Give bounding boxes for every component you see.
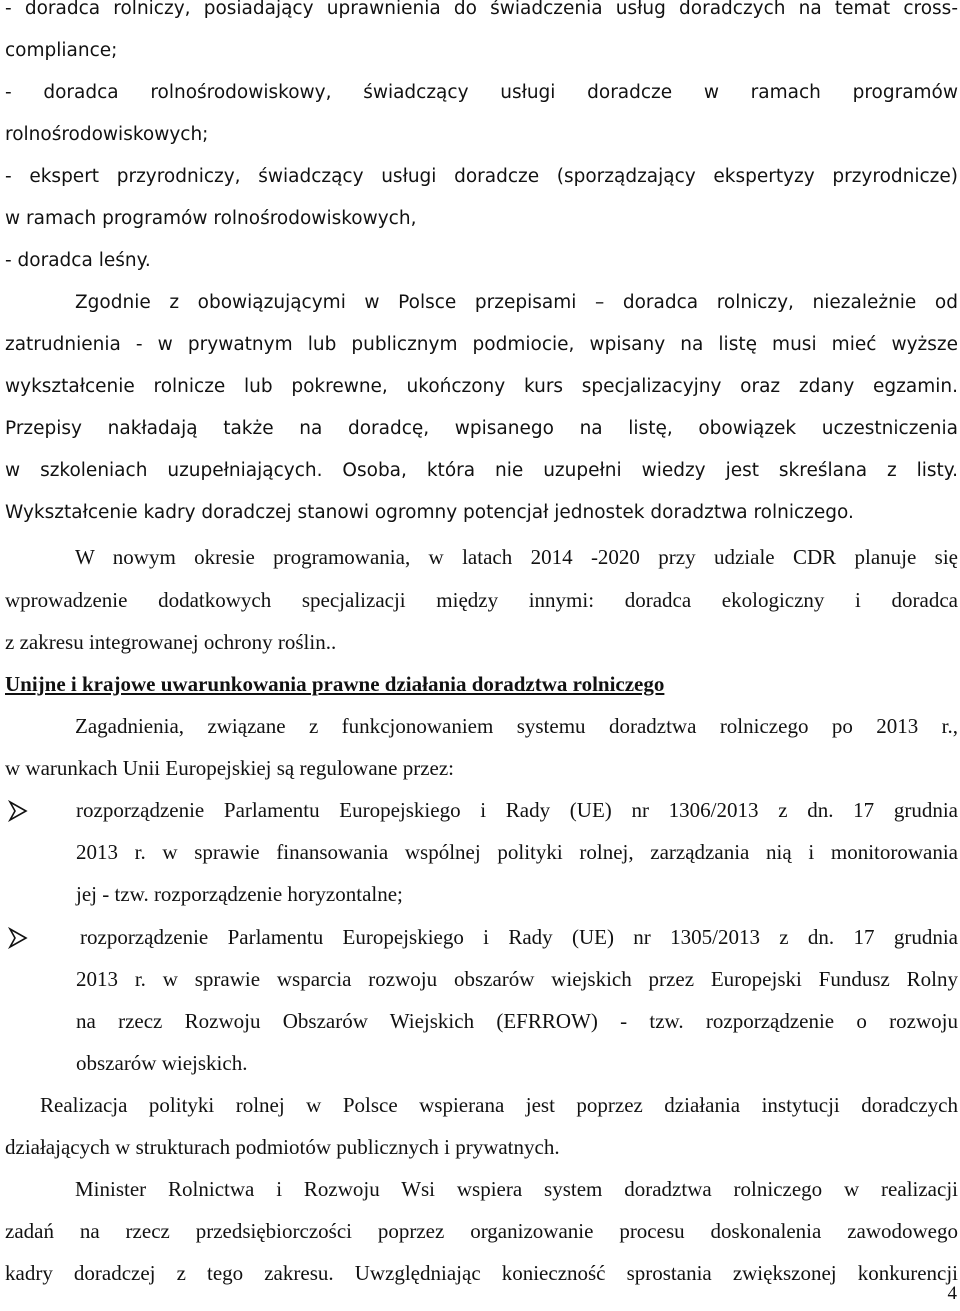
- text-line: w ramach programów rolnośrodowiskowych,: [5, 208, 417, 229]
- text-line: z zakresu integrowanej ochrony roślin..: [5, 630, 337, 654]
- text-line: Wykształcenie kadry doradczej stanowi ogromny potencjał jednostek doradztwa rolniczego.: [5, 502, 854, 523]
- text-line: W nowym okresie programowania, w latach 2014 -2020 przy udziale CDR planuje się: [75, 545, 958, 569]
- list-item-line: obszarów wiejskich.: [76, 1051, 248, 1075]
- page-number: 4: [947, 1283, 957, 1304]
- list-item-line: 2013 r. w sprawie wsparcia rozwoju obszarów wiejskich przez Europejski Fundusz Rolny: [76, 967, 958, 991]
- list-item-line: 2013 r. w sprawie finansowania wspólnej polityki rolnej, zarządzania nią i monitorowania: [76, 840, 958, 864]
- list-item-line: jej - tzw. rozporządzenie horyzontalne;: [76, 882, 403, 906]
- text-line: wykształcenie rolnicze lub pokrewne, ukończony kurs specjalizacyjny oraz zdany egzamin.: [5, 376, 958, 397]
- text-line: compliance;: [5, 40, 118, 61]
- text-line: Realizacja polityki rolnej w Polsce wspierana jest poprzez działania instytucji doradczych: [40, 1093, 958, 1117]
- text-line: Zgodnie z obowiązującymi w Polsce przepisami – doradca rolniczy, niezależnie od: [75, 292, 958, 313]
- arrowhead-bullet-icon: [8, 927, 28, 949]
- text-line: działających w strukturach podmiotów publicznych i prywatnych.: [5, 1135, 560, 1159]
- list-item-line: rozporządzenie Parlamentu Europejskiego i Rady (UE) nr 1305/2013 z dn. 17 grudnia: [80, 925, 958, 949]
- text-line: w szkoleniach uzupełniających. Osoba, która nie uzupełni wiedzy jest skreślana z listy.: [5, 460, 958, 481]
- text-line: - doradca rolnośrodowiskowy, świadczący usługi doradcze w ramach programów: [5, 82, 958, 103]
- text-line: - doradca rolniczy, posiadający uprawnienia do świadczenia usług doradczych na temat cross-: [5, 0, 958, 19]
- text-line: rolnośrodowiskowych;: [5, 124, 209, 145]
- text-line: - doradca leśny.: [5, 250, 151, 271]
- arrowhead-bullet-icon: [8, 800, 28, 822]
- text-line: kadry doradczej z tego zakresu. Uwzględniając konieczność sprostania zwiększonej konkurencji: [5, 1261, 958, 1285]
- list-item-line: rozporządzenie Parlamentu Europejskiego i Rady (UE) nr 1306/2013 z dn. 17 grudnia: [76, 798, 958, 822]
- text-line: wprowadzenie dodatkowych specjalizacji między innymi: doradca ekologiczny i doradca: [5, 588, 958, 612]
- text-line: zatrudnienia - w prywatnym lub publicznym podmiocie, wpisany na listę musi mieć wyższe: [5, 334, 958, 355]
- text-line: Zagadnienia, związane z funkcjonowaniem systemu doradztwa rolniczego po 2013 r.,: [75, 714, 958, 738]
- text-line: Minister Rolnictwa i Rozwoju Wsi wspiera system doradztwa rolniczego w realizacji: [75, 1177, 958, 1201]
- list-item-line: na rzecz Rozwoju Obszarów Wiejskich (EFRROW) - tzw. rozporządzenie o rozwoju: [76, 1009, 958, 1033]
- section-heading: Unijne i krajowe uwarunkowania prawne działania doradztwa rolniczego: [5, 672, 665, 696]
- text-line: zadań na rzecz przedsiębiorczości poprzez organizowanie procesu doskonalenia zawodowego: [5, 1219, 958, 1243]
- text-line: - ekspert przyrodniczy, świadczący usługi doradcze (sporządzający ekspertyzy przyrodnicze): [5, 166, 958, 187]
- text-line: Przepisy nakładają także na doradcę, wpisanego na listę, obowiązek uczestniczenia: [5, 418, 958, 439]
- text-line: w warunkach Unii Europejskiej są regulowane przez:: [5, 756, 454, 780]
